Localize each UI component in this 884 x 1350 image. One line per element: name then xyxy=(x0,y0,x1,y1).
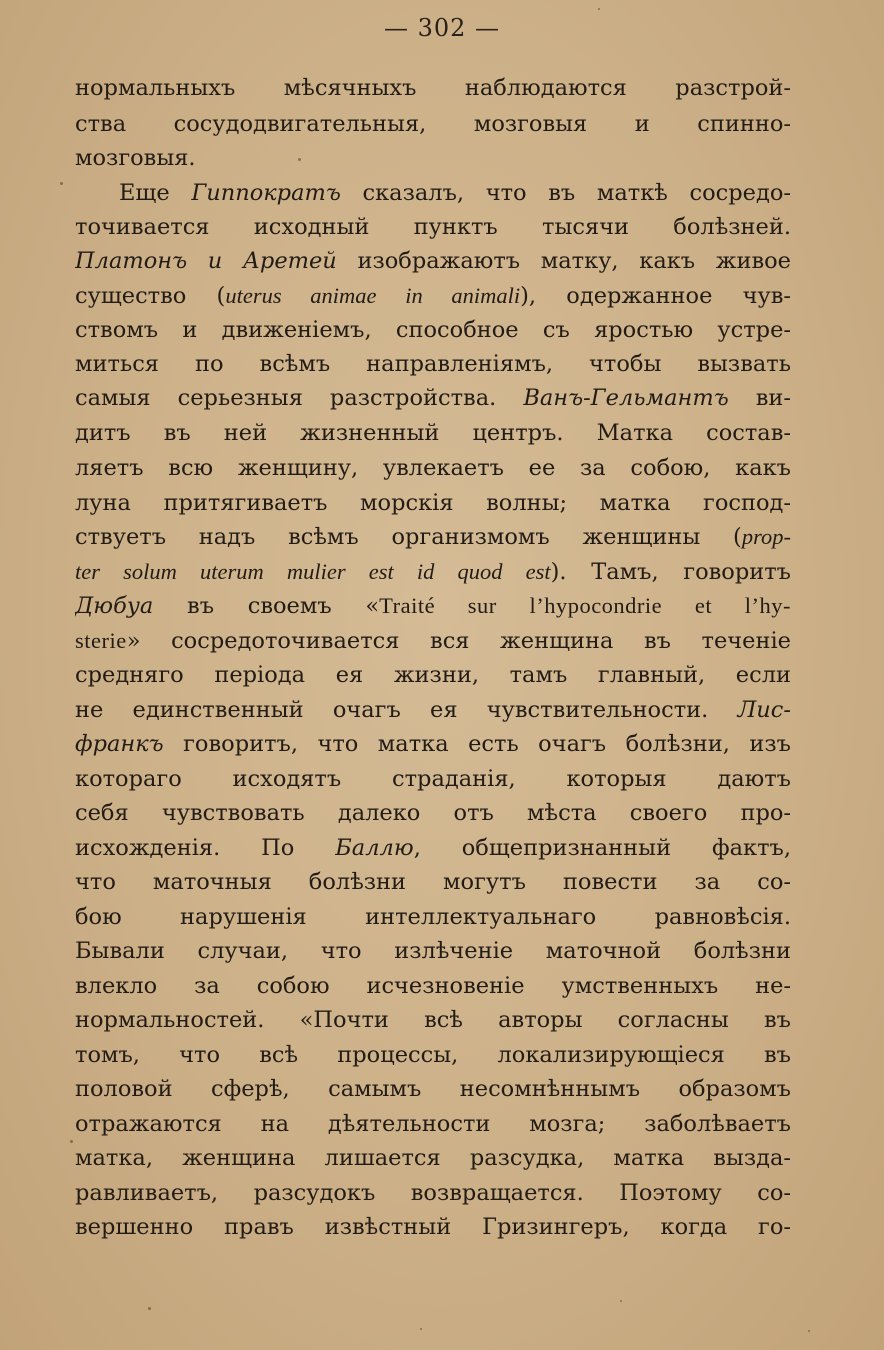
text-line xyxy=(75,1002,791,1038)
text-segment: матка, женщина лишается разсудка, матка выздa- xyxy=(75,1145,791,1171)
page-number: — 302 — xyxy=(383,14,501,42)
text-line xyxy=(75,1106,791,1142)
text-line xyxy=(75,623,791,659)
text-segment: нормальностей. «Почти всѣ авторы согласны въ xyxy=(75,1007,791,1033)
paper-speck xyxy=(60,182,63,185)
paper-speck xyxy=(420,1328,422,1330)
text-segment: ства сосудодвигательныя, мозговыя и спинно- xyxy=(75,111,791,137)
text-line xyxy=(75,588,791,624)
text-segment: себя чувствовать далеко отъ мѣста своего про- xyxy=(75,800,791,826)
text-segment: въ своемъ « xyxy=(153,593,380,619)
text-line xyxy=(75,657,791,693)
text-line xyxy=(119,175,791,211)
text-line xyxy=(75,485,791,521)
text-line xyxy=(75,1071,791,1107)
text-segment: равливаетъ, разсудокъ возвращается. Поэтому со- xyxy=(75,1180,791,1206)
french-title: Traité sur l’hypocondrie et l’hy- xyxy=(379,593,791,618)
text-line xyxy=(75,243,791,279)
text-line xyxy=(75,1209,791,1245)
text-segment: вершенно правъ извѣстный Гризингеръ, когда го- xyxy=(75,1214,791,1240)
text-segment: говоритъ, что матка есть очагъ болѣзни, изъ xyxy=(163,731,791,757)
latin-phrase: ter solum uterum mulier est id quod est xyxy=(75,559,551,584)
text-line xyxy=(75,380,791,416)
cited-name: Дюбуа xyxy=(75,593,154,619)
text-line xyxy=(75,1175,791,1211)
text-line xyxy=(75,899,791,935)
latin-phrase: uterus animae in animali xyxy=(225,283,521,308)
text-segment: томъ, что всѣ процессы, локализирующіеся въ xyxy=(75,1042,791,1068)
text-line xyxy=(75,968,791,1004)
cited-name: Платонъ и Аретей xyxy=(75,248,337,274)
text-line xyxy=(75,278,791,314)
french-title: sterie xyxy=(75,628,127,653)
cited-name: Ванъ-Гельмантъ xyxy=(523,385,729,411)
text-segment: средняго періода ея жизни, тамъ главный, если xyxy=(75,662,791,688)
text-segment: ствуетъ надъ всѣмъ организмомъ женщины ( xyxy=(75,524,742,550)
text-line xyxy=(75,415,791,451)
text-line xyxy=(75,830,791,866)
text-line xyxy=(75,450,791,486)
text-segment: Еще xyxy=(119,180,192,206)
text-segment: » сосредоточивается вся женщина въ теченіе xyxy=(126,628,791,654)
text-segment: ствомъ и движеніемъ, способное съ яростью устре- xyxy=(75,317,791,343)
text-segment: самыя серьезныя разстройства. xyxy=(75,385,524,411)
text-segment: миться по всѣмъ направленіямъ, чтобы вызвать xyxy=(75,351,791,377)
text-line xyxy=(75,209,791,245)
text-segment: , общепризнанный фактъ, xyxy=(413,835,791,861)
text-segment: не единственный очагъ ея чувствительности. xyxy=(75,697,738,723)
text-line xyxy=(75,140,196,176)
text-line xyxy=(75,726,791,762)
text-segment: существо ( xyxy=(75,283,226,309)
paper-speck xyxy=(70,1140,73,1143)
text-segment: отражаются на дѣятельности мозга; заболѣваетъ xyxy=(75,1111,791,1137)
text-segment: сказалъ, что въ маткѣ сосредо- xyxy=(340,180,791,206)
paper-speck xyxy=(808,1330,810,1332)
cited-name: Лис- xyxy=(737,697,791,723)
text-segment: дитъ въ ней жизненный центръ. Матка состав- xyxy=(75,420,791,446)
text-segment: мозговыя. xyxy=(75,145,196,171)
text-segment: ляетъ всю женщину, увлекаетъ ее за собою, какъ xyxy=(75,455,791,481)
latin-phrase: prop- xyxy=(741,524,791,549)
text-line xyxy=(75,761,791,797)
text-segment: исхожденія. По xyxy=(75,835,336,861)
paper-speck xyxy=(598,8,600,10)
text-segment: что маточныя болѣзни могутъ повести за со- xyxy=(75,869,791,895)
text-line xyxy=(75,1140,791,1176)
text-segment: бою нарушенія интеллектуальнаго равновѣсія. xyxy=(75,904,791,930)
text-segment: Бывали случаи, что излѣченіе маточной болѣзни xyxy=(75,938,791,964)
text-line xyxy=(75,519,791,555)
cited-name: Гиппократъ xyxy=(191,180,341,206)
text-segment: точивается исходный пунктъ тысячи болѣзней. xyxy=(75,214,791,240)
text-segment: котораго исходятъ страданія, которыя даютъ xyxy=(75,766,791,792)
text-line xyxy=(75,692,791,728)
text-segment: ви- xyxy=(728,385,791,411)
text-segment: влекло за собою исчезновеніе умственныхъ не- xyxy=(75,973,791,999)
cited-name: франкъ xyxy=(75,731,164,757)
text-segment: ). Тамъ, говоритъ xyxy=(550,559,791,585)
text-line xyxy=(75,554,791,590)
text-line xyxy=(75,106,791,142)
text-segment: ), одержанное чув- xyxy=(520,283,791,309)
paper-speck xyxy=(148,1307,151,1310)
text-line xyxy=(75,795,791,831)
text-segment: изображаютъ матку, какъ живое xyxy=(336,248,791,274)
text-segment: половой сферѣ, самымъ несомнѣннымъ образомъ xyxy=(75,1076,791,1102)
text-segment: луна притягиваетъ морскія волны; матка господ- xyxy=(75,490,791,516)
paper-speck xyxy=(298,158,301,161)
text-line xyxy=(75,864,791,900)
cited-name: Баллю xyxy=(335,835,414,861)
text-segment: нормальныхъ мѣсячныхъ наблюдаются разстрой- xyxy=(75,75,791,101)
text-line xyxy=(75,70,791,106)
text-line xyxy=(75,933,791,969)
text-line xyxy=(75,312,791,348)
paper-speck xyxy=(620,1300,622,1302)
text-line xyxy=(75,1037,791,1073)
text-line xyxy=(75,346,791,382)
